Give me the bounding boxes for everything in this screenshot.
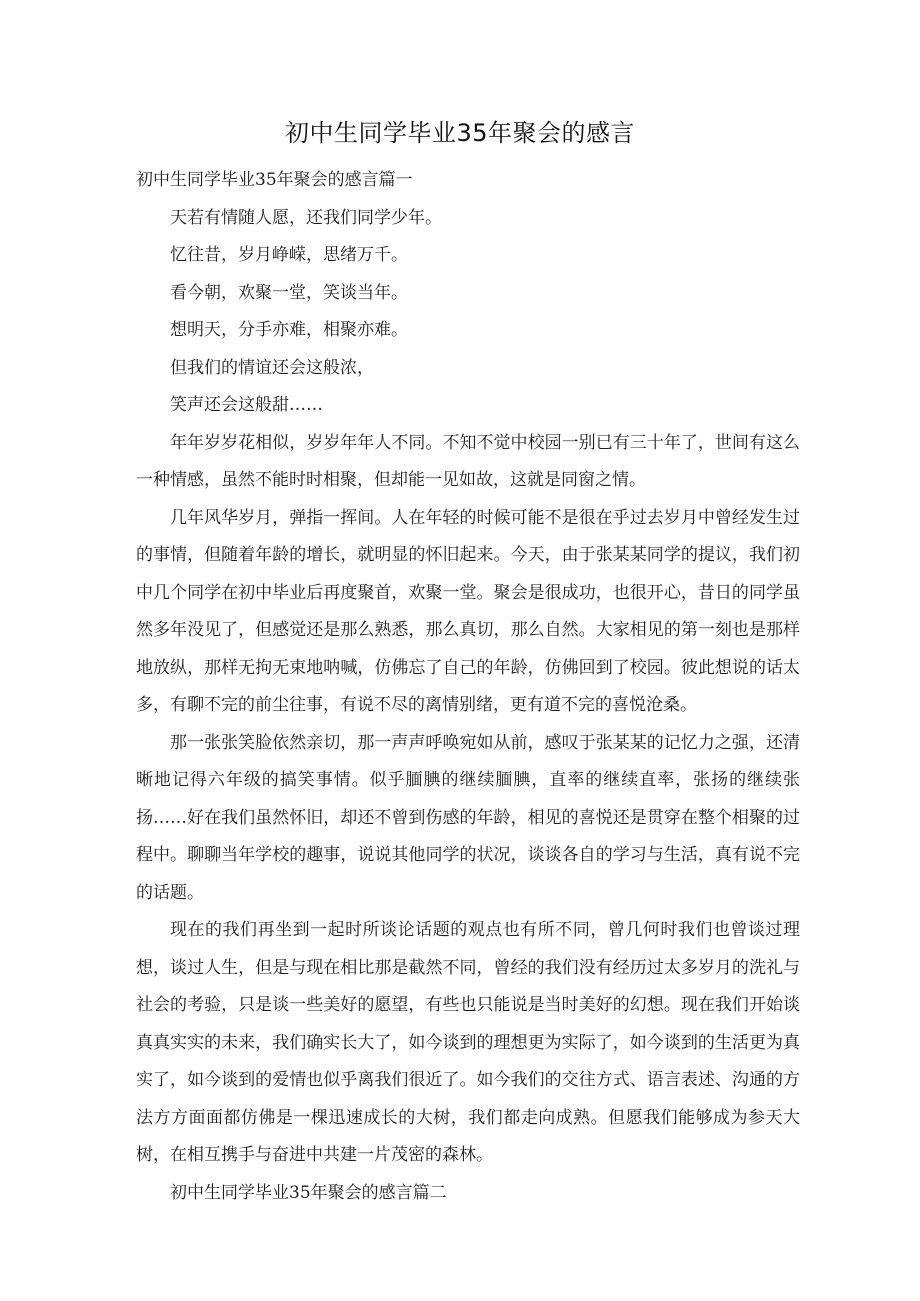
document-body (136, 162, 800, 1212)
poem-line: 笑声还会这般甜…… (170, 395, 323, 415)
body-paragraph: 现在的我们再坐到一起时所谈论话题的观点也有所不同，曾几何时我们也曾谈过理想，谈过人生，但是与现在相比那是截然不同，曾经的我们没有经历过太多岁月的洗礼与社会的考验，只是谈一些美好的愿望，有些也只能说是当时美好的幻想。现在我们开始谈真真实实的未来，我们确实长大了，如今谈到的理想更为实际了，如今谈到的生活更为真实了，如今谈到的爱情也似乎离我们很近了。如今我们的交往方式、语言表述、沟通的方法方方面面都仿佛是一棵迅速成长的大树，我们都走向成熟。但愿我们能够成为参天大树，在相互携手与奋进中共建一片茂密的森林。 (136, 920, 800, 1165)
poem-line: 天若有情随人愿，还我们同学少年。 (170, 207, 442, 228)
section-two-heading: 初中生同学毕业35年聚会的感言篇二 (170, 1182, 447, 1203)
document-title: 初中生同学毕业35年聚会的感言 (284, 119, 636, 147)
poem-line: 忆往昔，岁月峥嵘，思绪万千。 (170, 245, 408, 265)
body-paragraph: 那一张张笑脸依然亲切，那一声声呼唤宛如从前，感叹于张某某的记忆力之强，还清晰地记得六年级的搞笑事情。似乎腼腆的继续腼腆，直率的继续直率，张扬的继续张扬……好在我们虽然怀旧，却还不曾到伤感的年龄，相见的喜悦还是贯穿在整个相聚的过程中。聊聊当年学校的趣事，说说其他同学的状况，谈谈各自的学习与生活，真有说不完的话题。 (136, 732, 800, 903)
body-paragraph: 几年风华岁月，弹指一挥间。人在年轻的时候可能不是很在乎过去岁月中曾经发生过的事情，但随着年龄的增长，就明显的怀旧起来。今天，由于张某某同学的提议，我们初中几个同学在初中毕业后再度聚首，欢聚一堂。聚会是很成功，也很开心，昔日的同学虽然多年没见了，但感觉还是那么熟悉，那么真切，那么自然。大家相见的第一刻也是那样地放纵，那样无拘无束地呐喊，仿佛忘了自己的年龄，仿佛回到了校园。彼此想说的话太多，有聊不完的前尘往事，有说不尽的离情别绪，更有道不完的喜悦沧桑。 (136, 507, 800, 715)
section-one-heading: 初中生同学毕业35年聚会的感言篇一 (136, 170, 413, 190)
body-paragraph: 年年岁岁花相似，岁岁年年人不同。不知不觉中校园一别已有三十年了，世间有这么一种情感，虽然不能时时相聚，但却能一见如故，这就是同窗之情。 (136, 432, 800, 490)
poem-line: 但我们的情谊还会这般浓， (170, 357, 374, 378)
poem-line: 看今朝，欢聚一堂，笑谈当年。 (170, 282, 408, 303)
poem-line: 想明天，分手亦难，相聚亦难。 (170, 320, 408, 340)
